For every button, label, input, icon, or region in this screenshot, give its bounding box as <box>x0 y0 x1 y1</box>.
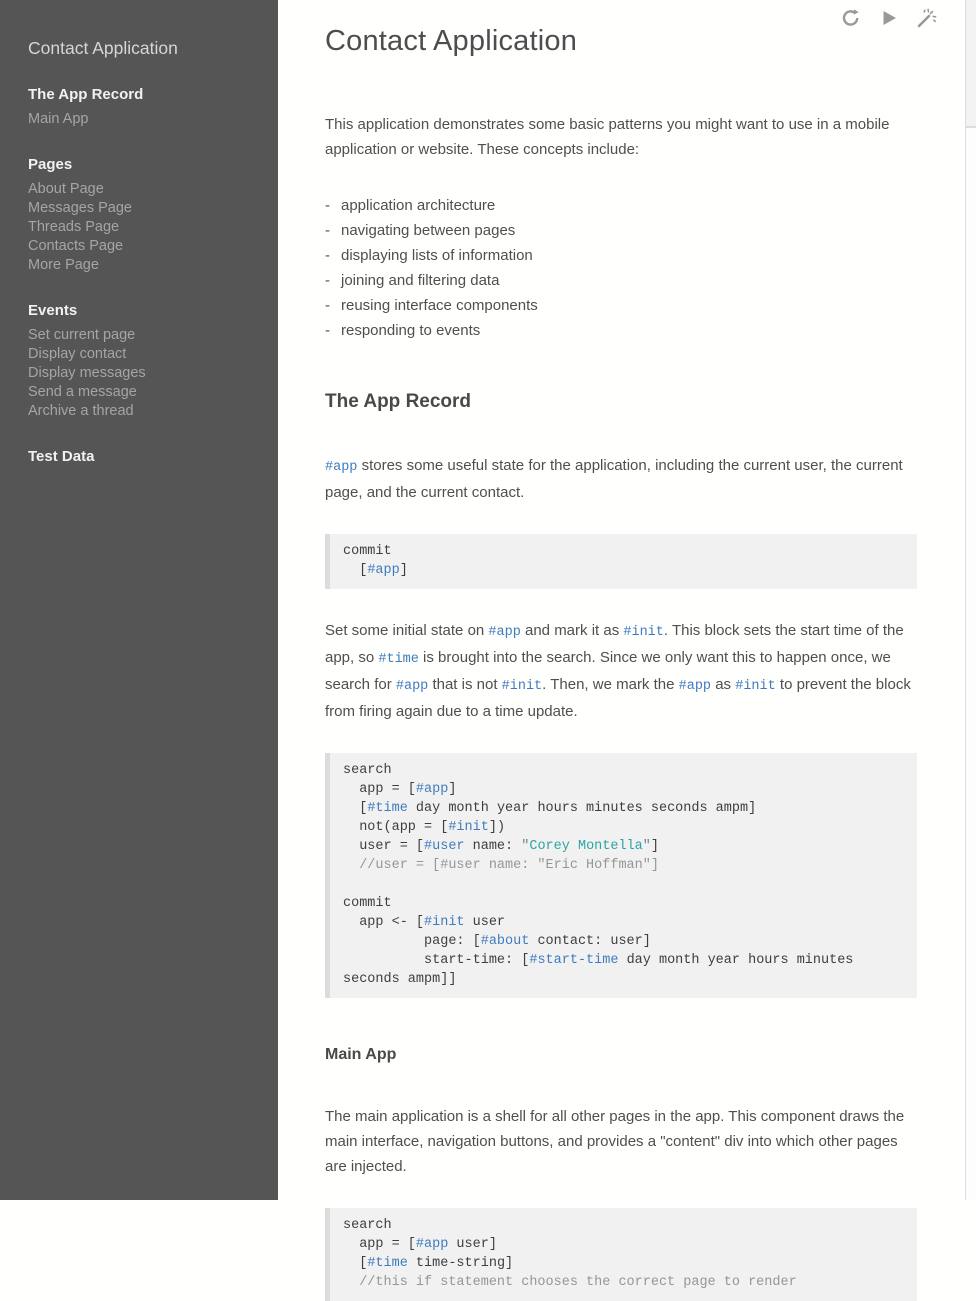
code-token: #app <box>415 1237 449 1252</box>
code-line <box>343 1254 907 1273</box>
list-dash: - <box>325 297 330 314</box>
code-token: page: [ <box>343 934 481 949</box>
code-token: contact: user] <box>529 934 651 949</box>
code-token: ]) <box>488 820 506 835</box>
code-line <box>343 894 907 913</box>
list-dash: - <box>325 197 330 214</box>
code-token: app = [ <box>343 782 416 797</box>
format-button[interactable] <box>916 7 938 29</box>
paragraph: This application demonstrates some basic patterns you might want to use in a mobile application or website. These concepts include: <box>325 116 890 158</box>
sidebar-item[interactable]: Send a message <box>28 384 137 400</box>
sidebar-section <box>28 302 260 421</box>
play-icon <box>878 17 900 32</box>
code-token: day month year hours minutes seconds ampm] <box>407 801 757 816</box>
code-token: user] <box>448 1237 497 1252</box>
inline-code: #time <box>378 652 419 667</box>
paragraph: Set some initial state on #app and mark it as #init. This block sets the start time of the app, so #time is brought into the search. Since we only want this to happen once, we search for #app that is not #init. Then, we mark the #app as #init to prevent the block from firing again due to a time update. <box>325 622 911 720</box>
doc-body <box>325 112 917 1301</box>
inline-code: #init <box>735 679 776 694</box>
list-dash: - <box>325 222 330 239</box>
vertical-scrollbar[interactable] <box>965 0 976 1200</box>
code-block[interactable] <box>325 1208 917 1301</box>
code-token: commit <box>343 544 392 559</box>
code-line <box>343 932 907 951</box>
magic-wand-icon <box>916 17 938 32</box>
code-token: not(app = [ <box>343 820 449 835</box>
paragraph: The main application is a shell for all other pages in the app. This component draws the main interface, navigation buttons, and provides a "content" div into which other pages are injected. <box>325 1108 905 1175</box>
code-token: app <- [ <box>343 915 425 930</box>
code-token: #app <box>367 563 400 578</box>
list-item-label: navigating between pages <box>341 222 516 239</box>
document-pane <box>278 0 965 1290</box>
code-token: user = [ <box>343 839 425 854</box>
sidebar-item[interactable]: Messages Page <box>28 200 132 216</box>
code-token: [ <box>343 1256 368 1271</box>
sidebar-section <box>28 448 260 465</box>
code-line <box>343 856 907 875</box>
list-item-label: application architecture <box>341 197 496 214</box>
code-token: name: <box>464 839 522 854</box>
sidebar <box>0 0 278 1200</box>
sidebar-item[interactable]: Archive a thread <box>28 403 134 419</box>
list-dash: - <box>325 247 330 264</box>
code-token: [ <box>343 801 368 816</box>
code-token: //user = [#user name: "Eric Hoffman"] <box>343 858 659 873</box>
code-token: //this if statement chooses the correct page to render <box>343 1275 797 1290</box>
refresh-button[interactable] <box>840 7 862 29</box>
code-line <box>343 780 907 799</box>
list-item <box>325 218 917 243</box>
code-line <box>343 837 907 856</box>
inline-code: #app <box>325 460 358 475</box>
list-item <box>325 193 917 218</box>
sidebar-item[interactable]: Threads Page <box>28 219 120 235</box>
code-token: time-string] <box>407 1256 514 1271</box>
list-dash: - <box>325 322 330 339</box>
code-token: ] <box>650 839 659 854</box>
refresh-icon <box>840 17 862 32</box>
inline-code: #app <box>395 679 429 694</box>
inline-code: #app <box>678 679 712 694</box>
sidebar-item[interactable]: Display contact <box>28 346 127 362</box>
code-token: #start-time <box>529 953 619 968</box>
code-line <box>343 761 907 780</box>
code-token: start-time: [ <box>343 953 530 968</box>
sidebar-section <box>28 86 260 129</box>
code-token: #init <box>424 915 465 930</box>
code-token: #about <box>480 934 530 949</box>
code-token: #time <box>367 801 408 816</box>
code-token: day month year hours minutes <box>618 953 854 968</box>
code-token: #app <box>415 782 449 797</box>
toolbar <box>840 7 938 29</box>
code-token: " <box>642 839 651 854</box>
sidebar-item[interactable]: Set current page <box>28 327 136 343</box>
inline-code: #init <box>501 679 543 694</box>
sidebar-section-heading[interactable]: Events <box>28 302 78 319</box>
code-token: search <box>343 763 392 778</box>
run-button[interactable] <box>878 7 900 29</box>
list-item <box>325 243 917 268</box>
code-line <box>343 1216 907 1235</box>
sidebar-nav <box>28 86 260 465</box>
sidebar-section <box>28 156 260 275</box>
list-item-label: responding to events <box>341 322 481 339</box>
list-item-label: reusing interface components <box>341 297 538 314</box>
code-line <box>343 1235 907 1254</box>
sidebar-item[interactable]: Main App <box>28 111 89 127</box>
code-line <box>343 799 907 818</box>
list-item-label: joining and filtering data <box>341 272 500 289</box>
bullet-list <box>325 193 917 343</box>
code-token: Corey Montella <box>529 839 643 854</box>
sidebar-section-heading[interactable]: Pages <box>28 156 73 173</box>
code-token: #user <box>424 839 465 854</box>
page-title: Contact Application <box>325 25 578 57</box>
list-item <box>325 318 917 343</box>
section-heading: Main App <box>325 1046 397 1063</box>
paragraph: #app stores some useful state for the application, including the current user, the current page, and the current contact. <box>325 457 903 501</box>
code-token: app = [ <box>343 1237 416 1252</box>
code-line <box>343 970 907 989</box>
inline-code: #app <box>488 625 521 640</box>
list-item <box>325 293 917 318</box>
code-block[interactable] <box>325 753 917 998</box>
list-item <box>325 268 917 293</box>
code-token: ] <box>448 782 457 797</box>
code-token: seconds ampm]] <box>343 972 457 987</box>
section-heading: The App Record <box>325 391 472 412</box>
code-token: #init <box>448 820 489 835</box>
code-token: commit <box>343 896 392 911</box>
sidebar-item[interactable]: About Page <box>28 181 104 197</box>
code-token: user <box>464 915 506 930</box>
code-line <box>343 913 907 932</box>
inline-code: #init <box>623 625 664 640</box>
list-dash: - <box>325 272 330 289</box>
code-line <box>343 818 907 837</box>
sidebar-section-heading[interactable]: The App Record <box>28 86 144 103</box>
code-token: " <box>521 839 530 854</box>
code-line <box>343 1273 907 1292</box>
code-block[interactable] <box>325 534 917 589</box>
code-token: ] <box>399 563 408 578</box>
list-item-label: displaying lists of information <box>341 247 533 264</box>
sidebar-item[interactable]: Display messages <box>28 365 146 381</box>
code-line <box>343 951 907 970</box>
code-token: search <box>343 1218 392 1233</box>
code-line <box>343 875 907 894</box>
code-token: #time <box>367 1256 408 1271</box>
sidebar-doc-title[interactable]: Contact Application <box>28 38 178 58</box>
sidebar-item[interactable]: Contacts Page <box>28 238 124 254</box>
sidebar-section-heading[interactable]: Test Data <box>28 448 95 465</box>
code-token: [ <box>343 563 368 578</box>
code-line <box>343 561 907 580</box>
sidebar-item[interactable]: More Page <box>28 257 99 273</box>
code-line <box>343 542 907 561</box>
scrollbar-thumb[interactable] <box>966 0 976 128</box>
